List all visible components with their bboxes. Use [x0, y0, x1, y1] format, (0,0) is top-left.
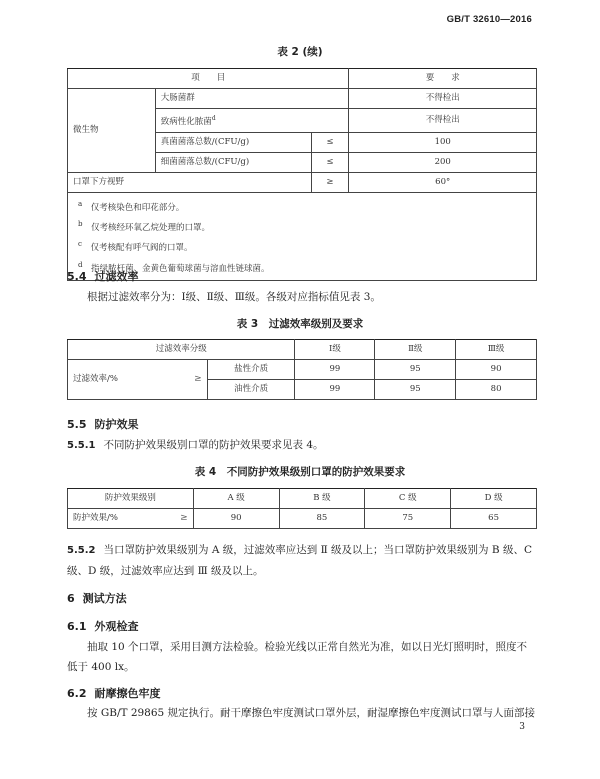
table2-row-value: 200	[349, 152, 537, 172]
table2-row-name: 细菌菌落总数/(CFU/g)	[155, 152, 311, 172]
table4-level: C 级	[365, 489, 451, 509]
table4-level: A 级	[193, 489, 279, 509]
table3-medium: 油性介质	[207, 380, 295, 400]
table4-header-label: 防护效果级别	[68, 489, 194, 509]
table2-row-name: 真菌菌落总数/(CFU/g)	[155, 132, 311, 152]
table3-value: 95	[375, 360, 456, 380]
table3-value: 95	[375, 380, 456, 400]
section-5-5-heading: 5.5 防护效果	[67, 418, 139, 431]
table2-note: $^c$ 仅考核配有呼气阀的口罩。	[78, 239, 193, 254]
table4-row-label: 防护效果/% ≥	[68, 509, 194, 529]
table2-row-value: 100	[349, 132, 537, 152]
table2-row-value: 不得检出	[349, 109, 537, 133]
table3-level: Ⅰ级	[295, 340, 375, 360]
section-6-1-text: 抽取 10 个口罩，采用目测方法检验。检验光线以正常自然光为准，如以日光灯照明时，照度不低于 400 lx。	[67, 641, 528, 673]
table3-level: Ⅱ级	[375, 340, 456, 360]
table4-caption: 表 4 不同防护效果级别口罩的防护效果要求	[194, 466, 406, 478]
standard-number: GB/T 32610—2016	[446, 14, 532, 25]
table2-note: $^b$ 仅考核经环氧乙烷处理的口罩。	[78, 219, 211, 233]
table2-row-name: 大肠菌群	[155, 89, 349, 109]
table4-value: 90	[193, 509, 279, 529]
table2-note: $^d$ 指绿脓杆菌、金黄色葡萄球菌与溶血性链球菌。	[78, 259, 270, 274]
table4-value: 85	[279, 509, 365, 529]
section-5-4-text: 根据过滤效率分为：Ⅰ级、Ⅱ级、Ⅲ级。各级对应指标值见表 3。	[87, 291, 381, 303]
table2-last-row-value: 60°	[349, 172, 537, 192]
table2-caption: 表 2 (续)	[277, 46, 323, 58]
section-5-5-1-text: 5.5.1 不同防护效果级别口罩的防护效果要求见表 4。	[67, 439, 324, 451]
section-5-4-heading: 5.4 过滤效率	[67, 270, 139, 283]
table2-micro-label: 微生物	[68, 89, 156, 173]
table2-row-symbol: ≤	[311, 132, 349, 152]
table2	[67, 68, 537, 281]
table3-row-label: 过滤效率/% ≥	[68, 360, 208, 400]
table2-last-row-name: 口罩下方视野	[68, 172, 312, 192]
table3	[67, 339, 537, 400]
table2-row-symbol: ≤	[311, 152, 349, 172]
table4-value: 65	[451, 509, 537, 529]
table2-header-requirement: 要 求	[349, 69, 537, 89]
table2-note: $^a$ 仅考核染色和印花部分。	[78, 198, 185, 213]
section-6-1-heading: 6.1 外观检查	[67, 620, 139, 633]
table3-value: 99	[295, 360, 375, 380]
table4-value: 75	[365, 509, 451, 529]
table4-level: B 级	[279, 489, 365, 509]
table3-value: 90	[456, 360, 537, 380]
section-6-2-text: 按 GB/T 29865 规定执行。耐干摩擦色牢度测试口罩外层，耐湿摩擦色牢度测试口罩与人面部接	[87, 707, 535, 719]
table3-value: 99	[295, 380, 375, 400]
page-number: 3	[519, 722, 525, 732]
table3-header-label: 过滤效率分级	[68, 340, 295, 360]
table2-row-value: 不得检出	[349, 89, 537, 109]
table3-value: 80	[456, 380, 537, 400]
table2-last-row-symbol: ≥	[311, 172, 349, 192]
table3-medium: 盐性介质	[207, 360, 295, 380]
table2-row-name: 致病性化脓菌$^d$	[155, 109, 349, 133]
section-5-5-2-text: 5.5.2 当口罩防护效果级别为 A 级，过滤效率应达到 Ⅱ 级及以上；当口罩防护效果级别为 B 级、C 级、D 级，过滤效率应达到 Ⅲ 级及以上。	[67, 544, 532, 577]
section-6-2-heading: 6.2 耐摩擦色牢度	[67, 687, 161, 700]
table3-caption: 表 3 过滤效率级别及要求	[236, 318, 364, 330]
table4	[67, 488, 537, 529]
section-6-heading: 6 测试方法	[67, 592, 127, 605]
table4-level: D 级	[451, 489, 537, 509]
table3-level: Ⅲ级	[456, 340, 537, 360]
table2-header-item: 项 目	[68, 69, 349, 89]
